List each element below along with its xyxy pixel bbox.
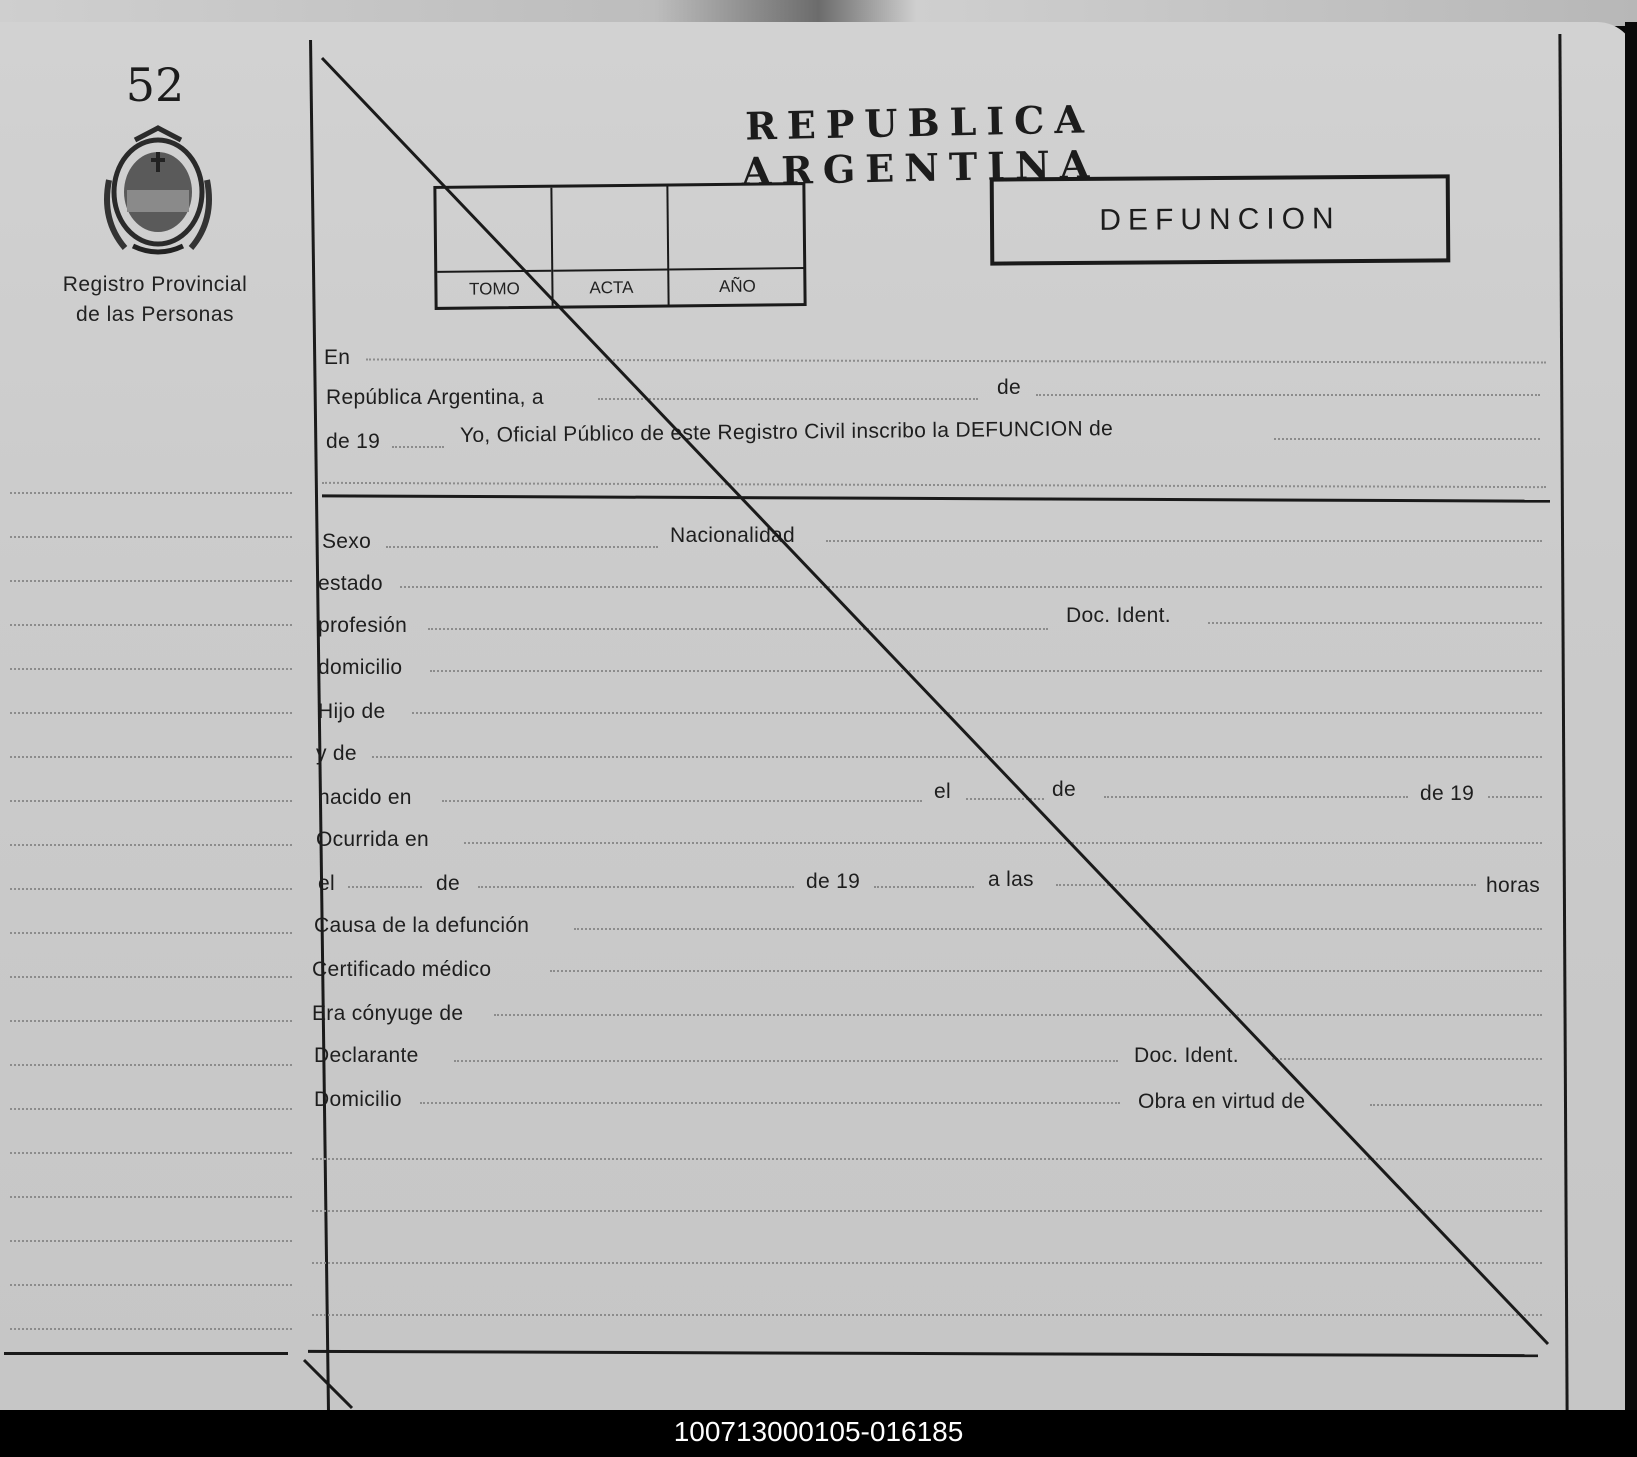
intro-statement: Yo, Oficial Público de este Registro Civil inscribo la DEFUNCION de [459,417,1114,447]
conyuge-label: Era cónyuge de [312,1002,464,1025]
sexo-label: Sexo [322,530,372,553]
registry-name-line2: de las Personas [75,303,235,326]
causa-label: Causa de la defunción [314,914,530,937]
tomo-label: TOMO [437,270,551,307]
nacido-de-label: de [1052,778,1076,801]
folio-number: 52 [125,58,185,112]
profesion-label: profesión [318,614,408,637]
certificado-label: Certificado médico [312,958,492,981]
country-title: REPUBLICA ARGENTINA [741,96,1100,194]
acta-label: ACTA [553,268,669,305]
domicilio-declarante-label: Domicilio [314,1088,402,1111]
horas-label: horas [1486,874,1541,897]
ocurrida-en-label: Ocurrida en [316,828,430,851]
registry-name-line1: Registro Provincial [62,273,248,296]
intro-year-label: de 19 [326,430,381,453]
nacido-en-label: nacido en [318,786,412,809]
intro-de-label: de [997,376,1021,399]
ocurrida-de-label: de [436,872,460,895]
nacionalidad-label: Nacionalidad [670,524,796,547]
a-las-label: a las [988,868,1034,891]
obra-label: Obra en virtud de [1138,1090,1306,1113]
intro-en-label: En [324,346,351,369]
doc-ident-label-1: Doc. Ident. [1066,604,1171,627]
record-type-box: DEFUNCION [990,174,1451,265]
ocurrida-el-label: el [318,872,335,895]
declarante-label: Declarante [314,1044,419,1067]
domicilio-label: domicilio [318,656,403,679]
image-id-banner: 100713000105-016185 [0,1410,1637,1457]
nacido-el-label: el [934,780,951,803]
y-de-label: y de [316,742,357,765]
ocurrida-de19-label: de 19 [806,870,861,893]
hijo-de-label: Hijo de [318,700,386,723]
anio-label: AÑO [669,267,805,304]
intro-republica-label: República Argentina, a [326,386,544,409]
doc-ident-label-2: Doc. Ident. [1134,1044,1239,1067]
nacido-de19-label: de 19 [1420,782,1475,805]
estado-label: estado [318,572,383,595]
